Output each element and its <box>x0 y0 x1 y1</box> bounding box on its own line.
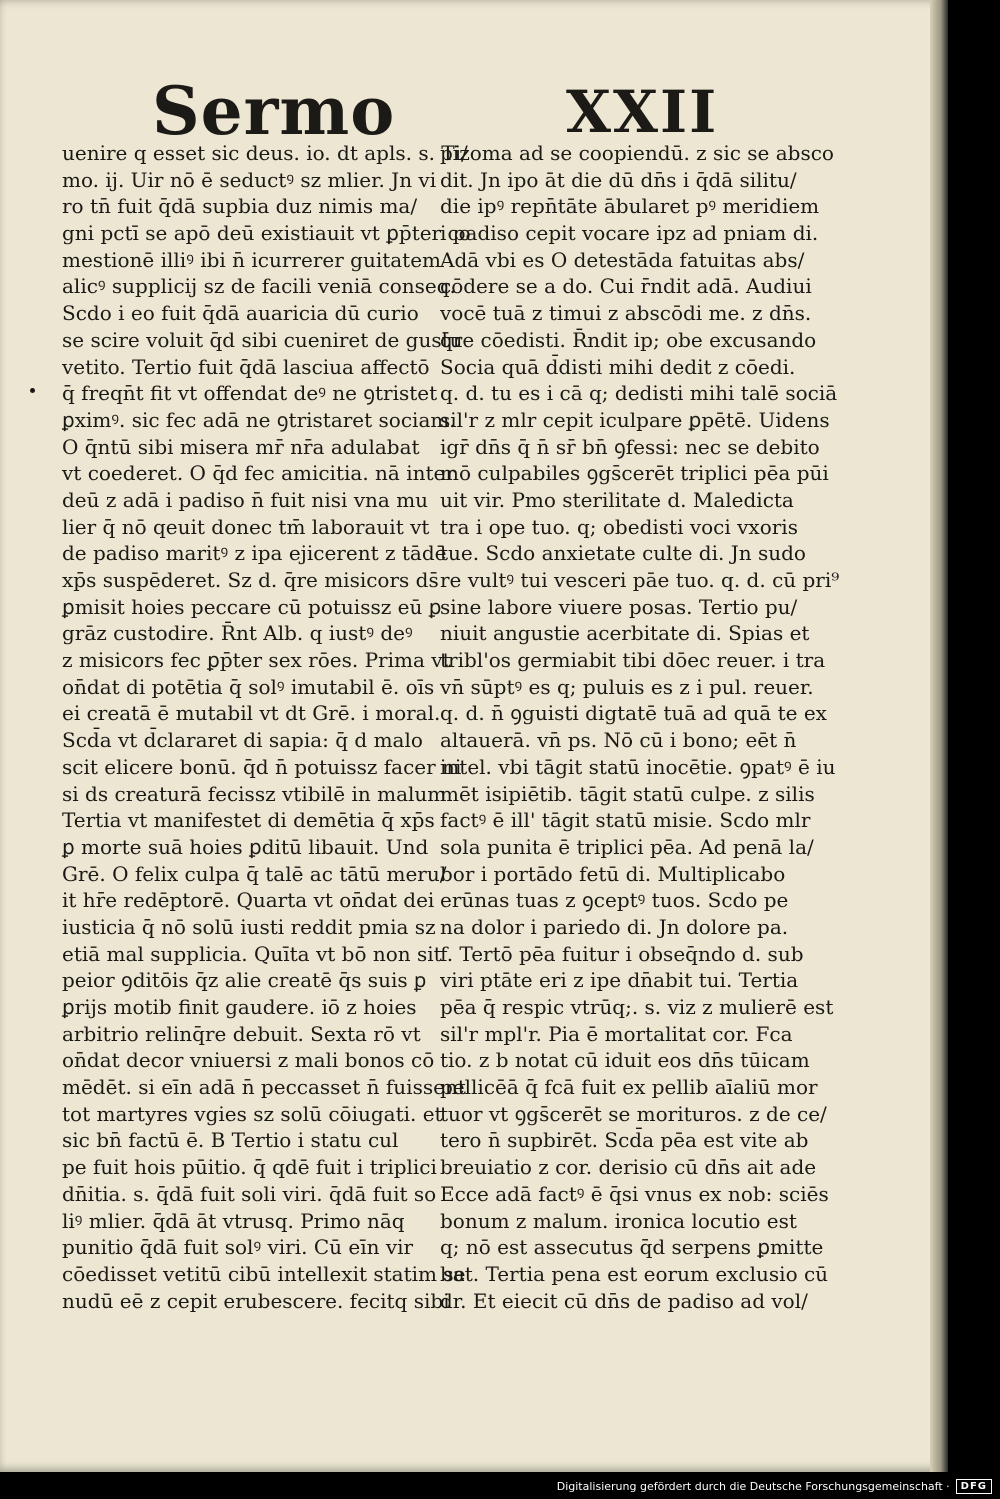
text-line: mēdēt. si eīn adā n̄ peccasset n̄ fuissent <box>62 1075 466 1100</box>
text-line: tuor vt ꝯgs̄cerēt se morituros. z de ce/ <box>440 1101 827 1126</box>
text-line: sine labore viuere posas. Tertio pu/ <box>440 594 798 619</box>
text-line: sola punita ē triplici pēa. Ad penā la/ <box>440 834 814 859</box>
text-line: ꝑmisit hoies peccare cū potuissz eū ꝑ <box>62 594 442 619</box>
text-line: ꝑximꝰ. sic fec adā ne ꝯtristaret sociam. <box>62 407 456 432</box>
text-line: mestionē illiꝰ ibi n̄ icurrerer guitatem <box>62 247 442 272</box>
text-line: niuit angustie acerbitate di. Spias et <box>440 621 810 646</box>
text-line: punitio q̄dā fuit solꝰ viri. Cū eīn vir <box>62 1235 414 1260</box>
text-line: pizoma ad se coopiendū. z sic se absco <box>440 141 834 165</box>
text-line: pellicēā q̄ fcā fuit ex pellib aīaliū mor <box>440 1075 818 1100</box>
text-line: deū z adā i padiso n̄ fuit nisi vna mu <box>62 487 429 512</box>
text-line: sic bn̄ factū ē. B Tertio i statu cul <box>62 1128 399 1153</box>
text-line: O q̄ntū sibi misera mr̄ nr̄a adulabat <box>62 434 420 459</box>
text-line: cōdere se a do. Cui r̄ndit adā. Audiui <box>440 274 812 299</box>
text-line: xp̄s suspēderet. Sz d. q̄re misicors ds̄ <box>62 568 439 592</box>
text-line: q; nō est assecutus q̄d serpens ꝑmitte <box>440 1235 824 1260</box>
text-line: tue. Scdo anxietate culte di. Jn sudo <box>440 541 806 566</box>
text-line: sil'r mpl'r. Pia ē mortalitat cor. Fca <box>440 1021 793 1046</box>
text-line: sil'r z mlr cepit iculpare ꝑpētē. Uidens <box>440 407 830 432</box>
text-line: se scire voluit q̄d sibi cueniret de gustu <box>62 327 463 352</box>
text-line: erūnas tuas z ꝯceptꝰ tuos. Scdo pe <box>440 888 789 913</box>
text-line: pe fuit hois pūitio. q̄ qdē fuit i triplici <box>62 1155 437 1180</box>
text-line: pēa q̄ respic vtrūq;. s. viz z mulierē est <box>440 995 834 1019</box>
text-line: tero n̄ supbirēt. Scd̄a pēa est vite ab <box>440 1128 809 1153</box>
text-line: nudū eē z cepit erubescere. fecitq sibi <box>62 1288 450 1313</box>
text-line: alicꝰ supplicij sz de facili veniā conseq. <box>62 274 456 299</box>
text-line: z misicors fec ꝑp̄ter sex rōes. Prima vt <box>62 648 451 673</box>
text-line: Ecce adā factꝰ ē q̄si vnus ex nob: sciēs <box>440 1181 829 1206</box>
text-line: na dolor i pariedo di. Jn dolore pa. <box>440 914 789 939</box>
text-line: igr̄ dn̄s q̄ n̄ sr̄ bn̄ ꝯfessi: nec se debito <box>440 434 820 459</box>
text-line: uenire q esset sic deus. io. dt apls. s. Ti/ <box>62 141 468 165</box>
text-line: si ds creaturā fecissz vtibilē in malum <box>62 781 447 806</box>
text-line: iusticia q̄ nō solū iusti reddit pmia sz <box>62 914 436 939</box>
text-line: vocē tuā z timui z abscōdi me. z dn̄s. <box>440 301 812 326</box>
running-header-left: Sermo <box>152 72 396 150</box>
text-line: peior ꝯditōis q̄z alie creatē q̄s suis ꝑ <box>62 968 427 993</box>
text-line: Scd̄a vt d̄clararet di sapia: q̄ d malo <box>62 728 423 753</box>
text-line: vetito. Tertio fuit q̄dā lasciua affectō <box>62 354 430 379</box>
text-line: i padiso cepit vocare ipz ad pniam di. <box>440 221 819 246</box>
text-line: mo. ij. Uir nō ē seductꝰ sz mlier. Jn vi <box>62 167 437 192</box>
footer-credit-text: Digitalisierung gefördert durch die Deutsche Forschungsgemeinschaft · <box>556 1479 950 1493</box>
text-line: ꝑ morte suā hoies ꝑditū libauit. Und <box>62 834 429 859</box>
text-line: liꝰ mlier. q̄dā āt vtrusq. Primo nāq <box>62 1208 405 1233</box>
digitization-credit <box>557 1475 992 1497</box>
text-line: tio. z b notat cū iduit eos dn̄s tūicam <box>440 1048 810 1073</box>
text-line: cōedisset vetitū cibū intellexit statim se <box>62 1261 466 1286</box>
margin-mark <box>30 388 35 393</box>
text-line: grāz custodire. R̄nt Alb. q iustꝰ deꝰ <box>62 621 413 646</box>
text-line: Socia quā d̄disti mihi dedit z cōedi. <box>440 354 796 379</box>
text-line: f. Tertō pēa fuitur i obseq̄ndo d. sub <box>440 941 804 966</box>
text-line: mō culpabiles ꝯgs̄cerēt triplici pēa pūi <box>440 461 829 486</box>
text-line: it hr̄e redēptorē. Quarta vt on̄dat dei <box>62 888 435 913</box>
text-line: ꝑrijs motib finit gaudere. iō z hoies <box>62 995 417 1019</box>
text-column-left <box>62 140 471 1314</box>
text-line: viri ptāte eri z ipe dn̄abit tui. Tertia <box>440 968 799 993</box>
text-line: Tertia vt manifestet di demētia q̄ xp̄s <box>62 808 435 833</box>
text-line: etiā mal supplicia. Quīta vt bō non sit <box>62 941 442 966</box>
text-line: vn̄ sūptꝰ es q; puluis es z i pul. reuer. <box>440 674 814 699</box>
text-line: tot martyres vgies sz solū cōiugati. et <box>62 1101 443 1126</box>
text-line: bonum z malum. ironica locutio est <box>440 1208 797 1233</box>
text-line: intel. vbi tāgit statū inocētie. ꝯpatꝰ ē iu <box>440 754 836 779</box>
text-line: q. d. n̄ ꝯguisti digtatē tuā ad quā te ex <box>440 701 827 726</box>
text-line: on̄dat decor vniuersi z mali bonos cō <box>62 1048 435 1073</box>
text-line: breuiatio z cor. derisio cū dn̄s ait ade <box>440 1155 817 1180</box>
text-line: die ipꝰ repn̄tāte ābularet pꝰ meridiem <box>440 194 820 219</box>
text-line: altauerā. vn̄ ps. Nō cū i bono; eēt n̄ <box>440 728 797 753</box>
text-line: mēt isipiētib. tāgit statū culpe. z silis <box>440 781 815 806</box>
text-line: ei creatā ē mutabil vt dt Grē. i moral. <box>62 701 441 726</box>
text-line: q̄ freqn̄t fit vt offendat deꝰ ne ꝯtristet <box>62 381 438 406</box>
text-line: dit. Jn ipo āt die dū dn̄s i q̄dā silitu/ <box>440 167 797 192</box>
text-line: q̄re cōedisti. R̄ndit ip; obe excusando <box>440 327 817 352</box>
text-line: on̄dat di potētia q̄ solꝰ imutabil ē. oīs <box>62 674 435 699</box>
text-line: gni pctī se apō deū existiauit vt ꝑp̄ter co <box>62 221 471 246</box>
text-line: de padiso maritꝰ z ipa ejicerent z tādē <box>62 541 447 566</box>
text-line: factꝰ ē ill' tāgit statū misie. Scdo mlr <box>440 808 811 833</box>
text-line: ro tn̄ fuit q̄dā supbia duz nimis ma/ <box>62 194 418 219</box>
text-line: Grē. O felix culpa q̄ talē ac tātū meru/ <box>62 861 447 886</box>
text-line: Scdo i eo fuit q̄dā auaricia dū curio <box>62 301 419 326</box>
text-line: Adā vbi es O detestāda fatuitas abs/ <box>440 247 805 272</box>
dfg-logo: DFG <box>956 1479 992 1494</box>
text-line: dn̄itia. s. q̄dā fuit soli viri. q̄dā fuit so <box>62 1181 437 1206</box>
text-line: vt coederet. O q̄d fec amicitia. nā inter <box>62 461 455 486</box>
text-line: bat. Tertia pena est eorum exclusio cū <box>440 1261 829 1286</box>
text-line: tra i ope tuo. q; obedisti voci vxoris <box>440 514 798 539</box>
text-line: re vultꝰ tui vesceri pāe tuo. q. d. cū pri⁹ <box>440 568 840 592</box>
text-column-right <box>440 140 840 1314</box>
text-line: uit vir. Pmo sterilitate d. Maledicta <box>440 487 794 512</box>
text-line: dr. Et eiecit cū dn̄s de padiso ad vol/ <box>440 1288 808 1313</box>
text-line: q. d. tu es i cā q; dedisti mihi talē sociā <box>440 381 838 406</box>
running-header-folio: XXII <box>566 78 719 146</box>
text-line: tribl'os germiabit tibi dōec reuer. i tra <box>440 648 826 673</box>
text-line: lier q̄ nō qeuit donec tm̄ laborauit vt <box>62 514 430 539</box>
text-line: scit elicere bonū. q̄d n̄ potuissz facer ni <box>62 754 462 779</box>
text-line: bor i portādo fetū di. Multiplicabo <box>440 861 786 886</box>
text-line: arbitrio relinq̄re debuit. Sexta rō vt <box>62 1021 421 1046</box>
page-edge-shadow <box>930 0 948 1472</box>
